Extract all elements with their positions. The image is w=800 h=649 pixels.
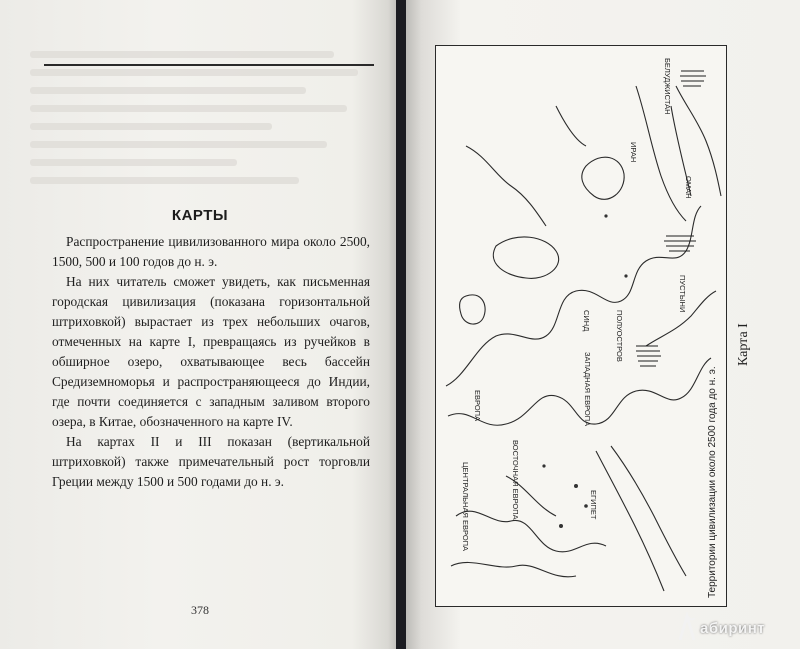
- map-frame: [435, 45, 727, 607]
- region-label: ЕВРОПА: [473, 390, 482, 422]
- paragraph: На них читатель сможет увидеть, как письменная городская цивилизация (показана горизонтальной штриховкой) вырастает из трех небольших очагов, отмеченных на карте I, превращаясь из ручейков в обширное озеро, охватывающее весь бассейн Средиземноморья и распространяющееся до Индии, где почти соединяется с западным заливом второго озера, в Китае, обозначенного на карте IV.: [52, 274, 370, 429]
- region-label: ИРАН: [629, 142, 638, 163]
- region-label: ЕГИПЕТ: [589, 490, 598, 520]
- watermark: [676, 612, 794, 642]
- header-rule: [44, 64, 374, 66]
- watermark-text: абиринт: [700, 620, 766, 637]
- section-title: КАРТЫ: [171, 207, 229, 224]
- region-label: ВОСТОЧНАЯ ЕВРОПА: [511, 440, 520, 520]
- map-caption: [707, 588, 717, 598]
- region-label: БЕЛУДЖИСТАН: [663, 58, 672, 115]
- page-number: 378: [191, 603, 209, 617]
- region-label: СИНД: [582, 310, 591, 332]
- region-label: ОМАН: [684, 176, 693, 199]
- bleed-through-text: [30, 40, 375, 190]
- map-drawing: [436, 46, 726, 606]
- region-label: ПУСТЫНИ: [678, 275, 687, 313]
- region-label: ЦЕНТРАЛЬНАЯ ЕВРОПА: [461, 462, 470, 552]
- paragraph: Распространение цивилизованного мира около 2500, 1500, 500 и 100 годов до н. э.: [52, 234, 370, 269]
- map-number-text: Карта I: [736, 323, 751, 366]
- map-number-caption: [736, 323, 751, 366]
- region-label: ПОЛУОСТРОВ: [615, 310, 624, 362]
- region-label: ЗАПАДНАЯ ЕВРОПА: [583, 352, 592, 427]
- body-text: [52, 232, 370, 492]
- paragraph: На картах II и III показан (вертикальной штриховкой) также примечательный рост торговли Греции между 1500 и 500 годами до н. э.: [52, 434, 370, 489]
- labyrinth-logo-icon: [676, 612, 698, 642]
